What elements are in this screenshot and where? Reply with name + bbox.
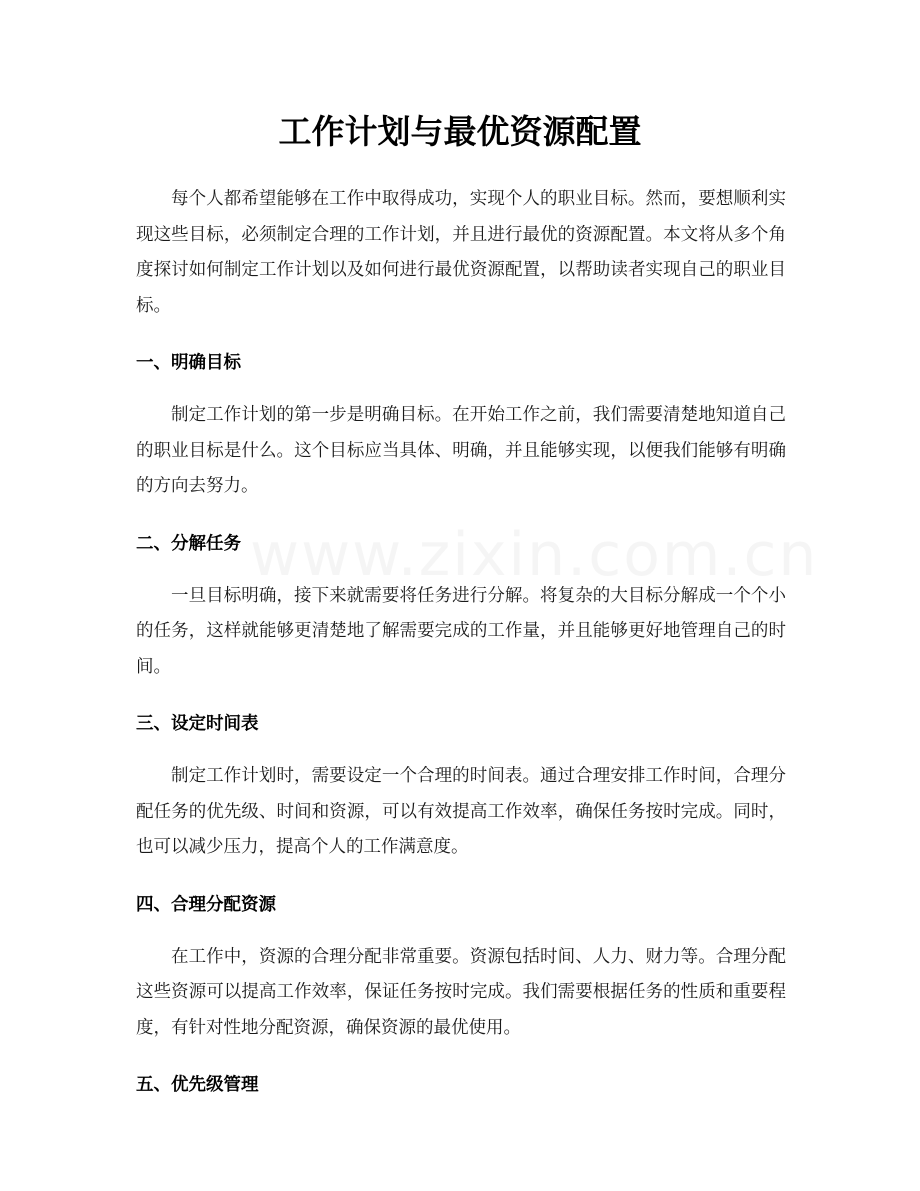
section-heading-tasks: 二、分解任务 — [136, 533, 241, 554]
section-paragraph-tasks: 一旦目标明确，接下来就需要将任务进行分解。将复杂的大目标分解成一个个小的任务，这样就能够更清楚地了解需要完成的工作量，并且能够更好地管理自己的时间。 — [136, 585, 786, 677]
section-heading-resources: 四、合理分配资源 — [136, 894, 276, 915]
section-paragraph-schedule: 制定工作计划时，需要设定一个合理的时间表。通过合理安排工作时间，合理分配任务的优先级、时间和资源，可以有效提高工作效率，确保任务按时完成。同时，也可以减少压力，提高个人的工作满意度。 — [136, 766, 786, 857]
section-heading-schedule: 三、设定时间表 — [136, 714, 259, 734]
intro-paragraph: 每个人都希望能够在工作中取得成功，实现个人的职业目标。然而，要想顺利实现这些目标，必须制定合理的工作计划，并且进行最优的资源配置。本文将从多个角度探讨如何制定工作计划以及如何进行最优资源配置，以帮助读者实现自己的职业目标。 — [136, 189, 786, 316]
section-heading-goals: 一、明确目标 — [136, 353, 241, 373]
section-paragraph-goals: 制定工作计划的第一步是明确目标。在开始工作之前，我们需要清楚地知道自己的职业目标是什么。这个目标应当具体、明确，并且能够实现，以便我们能够有明确的方向去努力。 — [136, 405, 786, 496]
section-paragraph-resources: 在工作中，资源的合理分配非常重要。资源包括时间、人力、财力等。合理分配这些资源可以提高工作效率，保证任务按时完成。我们需要根据任务的性质和重要程度，有针对性地分配资源，确保资源的最优使用。 — [136, 946, 786, 1038]
watermark-text: www.zixin.com.cn — [250, 520, 819, 590]
section-heading-priority: 五、优先级管理 — [136, 1075, 259, 1095]
document-body — [136, 182, 819, 1100]
document-title: 工作计划与最优资源配置 — [278, 112, 642, 151]
